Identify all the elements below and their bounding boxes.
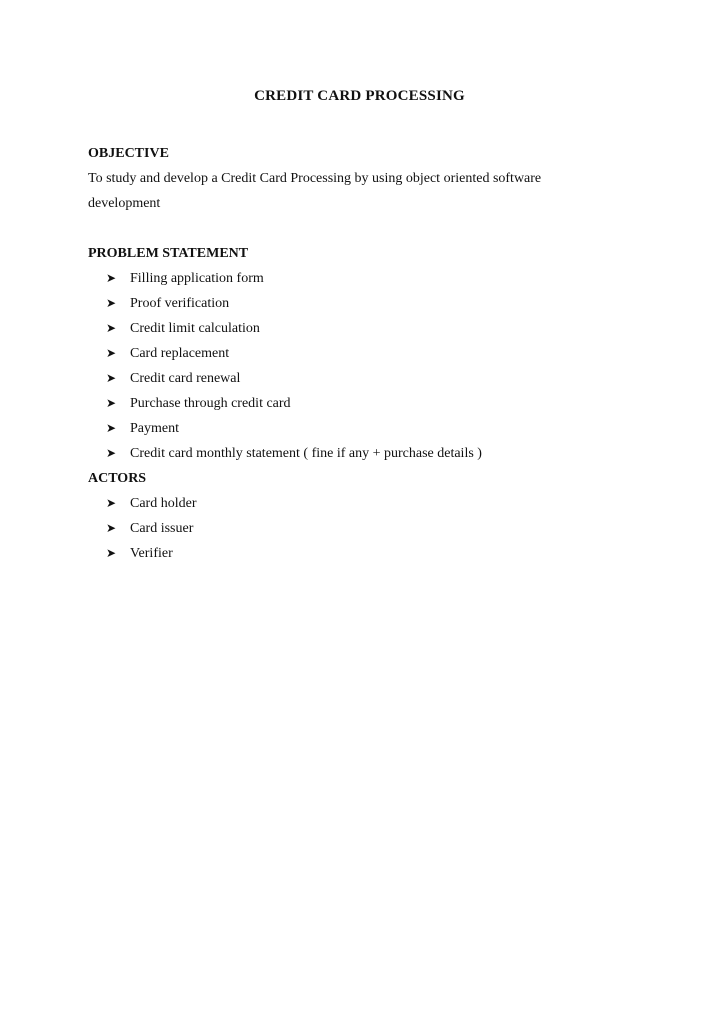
objective-text bbox=[88, 166, 648, 216]
actors-list bbox=[106, 491, 196, 566]
objective-heading: OBJECTIVE bbox=[88, 146, 169, 161]
list-item bbox=[106, 316, 482, 341]
list-item-label: Payment bbox=[130, 421, 179, 436]
list-item-label: Credit card renewal bbox=[130, 371, 241, 386]
arrowhead-bullet-icon: ➤ bbox=[106, 321, 117, 335]
arrowhead-bullet-icon: ➤ bbox=[106, 346, 117, 360]
objective-line-1: To study and develop a Credit Card Processing by using object oriented software bbox=[88, 171, 542, 186]
arrowhead-bullet-icon: ➤ bbox=[106, 396, 117, 410]
list-item-label: Card issuer bbox=[130, 521, 194, 536]
list-item-label: Filling application form bbox=[130, 271, 264, 286]
problem-statement-list bbox=[106, 266, 482, 466]
list-item-label: Card holder bbox=[130, 496, 197, 511]
list-item-label: Credit card monthly statement ( fine if any + purchase details ) bbox=[130, 446, 482, 461]
arrowhead-bullet-icon: ➤ bbox=[106, 546, 117, 560]
arrowhead-bullet-icon: ➤ bbox=[106, 371, 117, 385]
page-title: CREDIT CARD PROCESSING bbox=[254, 88, 465, 104]
arrowhead-bullet-icon: ➤ bbox=[106, 446, 117, 460]
list-item bbox=[106, 491, 196, 516]
arrowhead-bullet-icon: ➤ bbox=[106, 496, 117, 510]
list-item-label: Purchase through credit card bbox=[130, 396, 291, 411]
list-item bbox=[106, 516, 196, 541]
list-item-label: Proof verification bbox=[130, 296, 230, 311]
list-item bbox=[106, 541, 196, 566]
list-item-label: Verifier bbox=[130, 546, 173, 561]
list-item bbox=[106, 366, 482, 391]
list-item bbox=[106, 291, 482, 316]
list-item-label: Card replacement bbox=[130, 346, 230, 361]
list-item bbox=[106, 266, 482, 291]
list-item bbox=[106, 441, 482, 466]
list-item-label: Credit limit calculation bbox=[130, 321, 260, 336]
list-item bbox=[106, 391, 482, 416]
objective-line-2: development bbox=[88, 196, 161, 211]
list-item bbox=[106, 341, 482, 366]
arrowhead-bullet-icon: ➤ bbox=[106, 421, 117, 435]
arrowhead-bullet-icon: ➤ bbox=[106, 521, 117, 535]
list-item bbox=[106, 416, 482, 441]
actors-heading: ACTORS bbox=[88, 471, 147, 486]
problem-statement-heading: PROBLEM STATEMENT bbox=[88, 246, 249, 261]
arrowhead-bullet-icon: ➤ bbox=[106, 296, 117, 310]
arrowhead-bullet-icon: ➤ bbox=[106, 271, 117, 285]
